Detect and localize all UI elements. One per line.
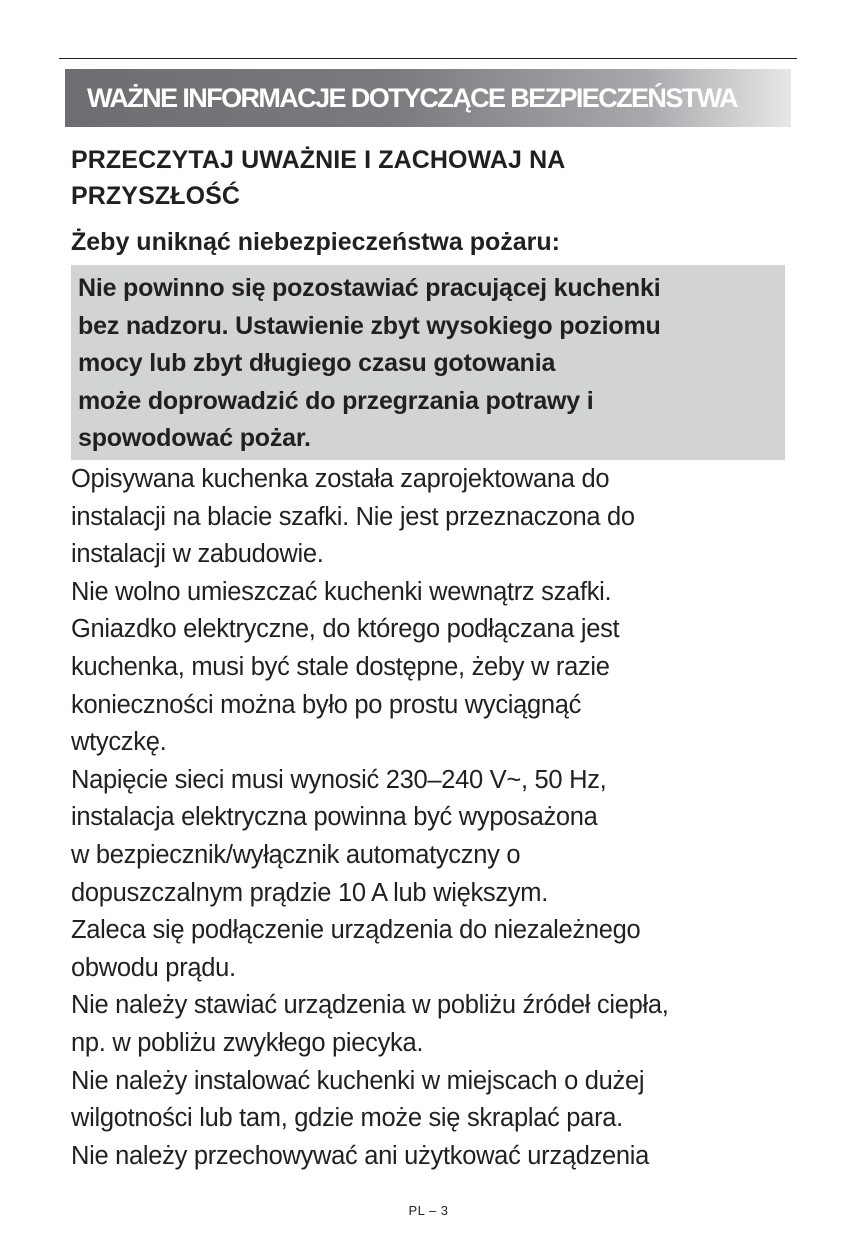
section-banner-title: WAŻNE INFORMACJE DOTYCZĄCE BEZPIECZEŃSTWA [87,82,737,113]
body-line: np. w pobliżu zwykłego piecyka. [71,1028,424,1057]
warning-line: spowodować pożar. [78,424,311,453]
section-banner [65,69,791,127]
fire-warning-box [71,265,785,460]
body-line: Opisywana kuchenka została zaprojektowana do [71,465,610,493]
body-line: instalacji w zabudowie. [71,540,324,569]
body-line: konieczności można było po prostu wyciągnąć [71,690,582,719]
safety-instructions-body [71,461,791,1175]
body-line: dopuszczalnym prądzie 10 A lub większym. [71,878,548,907]
body-line: Nie należy przechowywać ani użytkować urządzenia [71,1141,650,1170]
body-line: Zaleca się podłączenie urządzenia do niezależnego [71,916,641,945]
main-heading-line-1: PRZECZYTAJ UWAŻNIE I ZACHOWAJ NA [71,146,566,174]
warning-line: bez nadzoru. Ustawienie zbyt wysokiego poziomu [78,311,661,340]
page-number: PL – 3 [408,1203,449,1218]
main-heading-line-2: PRZYSZŁOŚĆ [71,182,241,210]
body-line: wtyczkę. [71,728,167,757]
warning-line: Nie powinno się pozostawiać pracującej kuchenki [78,274,661,302]
body-line: Nie należy instalować kuchenki w miejscach o dużej [71,1066,645,1095]
body-line: Gniazdko elektryczne, do którego podłączana jest [71,615,620,644]
body-line: obwodu prądu. [71,953,236,982]
warning-line: mocy lub zbyt długiego czasu gotowania [78,349,556,378]
body-line: Napięcie sieci musi wynosić 230–240 V~, 50 Hz, [71,765,607,794]
body-line: wilgotności lub tam, gdzie może się skraplać para. [71,1104,623,1133]
body-line: w bezpiecznik/wyłącznik automatyczny o [71,840,521,869]
warning-line: może doprowadzić do przegrzania potrawy i [78,386,594,415]
body-line: kuchenka, musi być stale dostępne, żeby w razie [71,652,610,681]
body-line: instalacji na blacie szafki. Nie jest przeznaczona do [71,502,635,531]
top-divider [59,58,797,59]
body-line: instalacja elektryczna powinna być wyposażona [71,803,598,832]
body-line: Nie wolno umieszczać kuchenki wewnątrz szafki. [71,577,612,606]
body-line: Nie należy stawiać urządzenia w pobliżu źródeł ciepła, [71,991,669,1020]
main-heading [71,142,711,214]
fire-hazard-subheading: Żeby uniknąć niebezpieczeństwa pożaru: [71,228,561,256]
